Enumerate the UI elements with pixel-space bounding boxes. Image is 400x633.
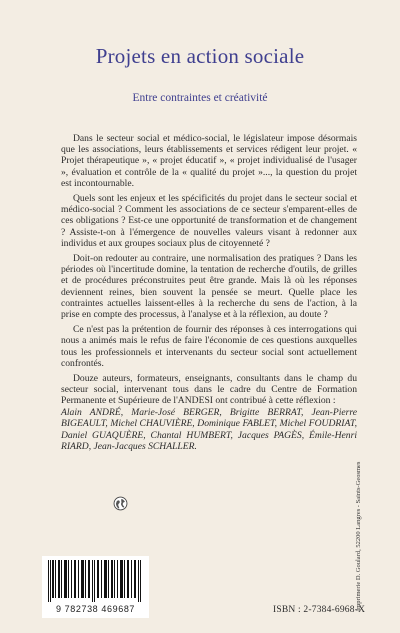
blurb-paragraph: Ce n'est pas la prétention de fournir des réponses à ces interrogations qui nous a animés mais le refus de faire l'économie de ces questions auxquelles tous les professionnels et intervenants du secteur social sont actuellement confrontés. xyxy=(61,324,357,369)
printer-credit: Imprimerie D. Goulard, 52200 Langres - Saints-Geosmes xyxy=(355,461,362,611)
blurb xyxy=(61,133,357,411)
barcode xyxy=(42,556,149,618)
blurb-paragraph: Doit-on redouter au contraire, une normalisation des pratiques ? Dans les périodes où l'incertitude domine, la tentation de recherche d'outils, de grilles et de procédures préconstruites peut être grande. Mais là où les réponses deviennent reines, bien souvent la pensée se meurt. Quelle place les contraintes actuelles laissent-elles à la recherche du sens de l'action, à la prise en compte des processus, à l'analyse et à la réflexion, au doute ? xyxy=(61,253,357,321)
blurb-paragraph: Douze auteurs, formateurs, enseignants, consultants dans le champ du secteur social, intervenant tous dans le cadre du Centre de Formation Permanente et Supérieure de l'ANDESI ont contribué à cette réflexion : xyxy=(61,373,357,407)
book-title: Projets en action sociale xyxy=(95,44,305,68)
publisher-globe-icon xyxy=(113,496,128,511)
author-list: Alain ANDRÉ, Marie-José BERGER, Brigitte BERRAT, Jean-Pierre BIGEAULT, Michel CHAUVIÈRE, Dominique FABLET, Michel FOUDRIAT, Daniel GUAQUÈRE, Chantal HUMBERT, Jacques PAGÈS, Émile-Henri RIARD, Jean-Jacques SCHALLER. xyxy=(61,407,357,453)
barcode-bars xyxy=(47,560,144,602)
blurb-paragraph: Quels sont les enjeux et les spécificités du projet dans le secteur social et médico-social ? Comment les associations de ce secteur s'emparent-elles de ces obligations ? Est-ce une opportunité de transformation et de changement ? Assiste-t-on à l'émergence de nouvelles valeurs visant à redonner aux individus et aux groupes sociaux plus de citoyenneté ? xyxy=(61,193,357,249)
isbn: ISBN : 2-7384-6968-X xyxy=(273,605,366,615)
blurb-paragraph: Dans le secteur social et médico-social, le législateur impose désormais que les associations, leurs établissements et services rédigent leur projet. « Projet thérapeutique », « projet éducatif », « projet individualisé de l'usager », évaluation et contrôle de la « qualité du projet »..., la question du projet est incontournable. xyxy=(61,133,357,189)
book-subtitle: Entre contraintes et créativité xyxy=(132,92,268,104)
barcode-number: 9 782738 469687 xyxy=(55,604,136,614)
